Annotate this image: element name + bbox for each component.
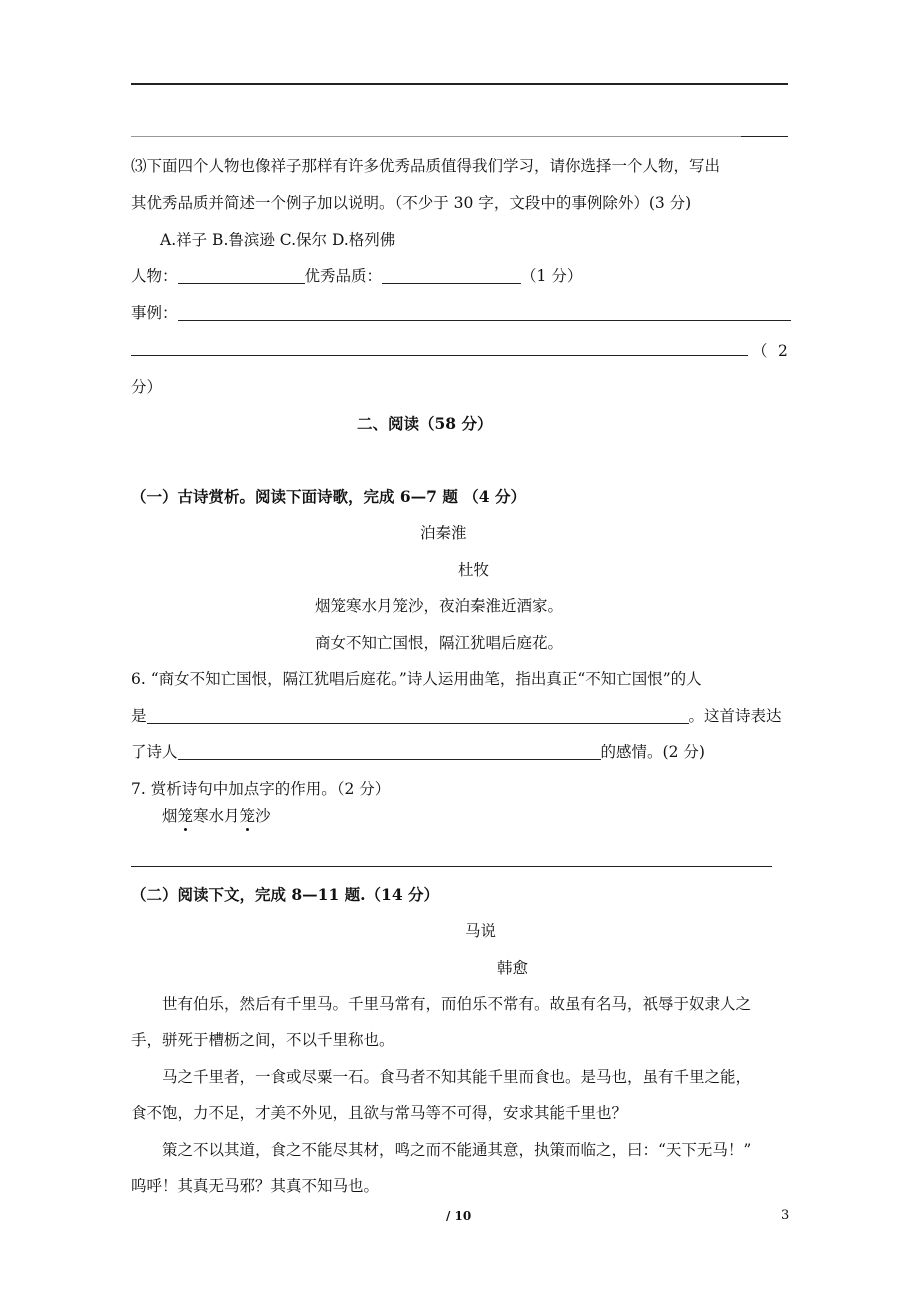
q6-line3 <box>131 742 705 762</box>
q7-dotted-char-1: 笼 <box>177 807 194 825</box>
poem-line-2: 商女不知亡国恨，隔江犹唱后庭花。 <box>315 634 564 652</box>
q7-dotted-char-2: 笼 <box>239 807 256 825</box>
q7-text-mid: 寒水月 <box>193 807 240 825</box>
part1-header: （一）古诗赏析。阅读下面诗歌，完成 6—7 题 （4 分） <box>131 487 526 506</box>
example-score-num: 2 <box>778 342 788 360</box>
q6-is: 是 <box>131 707 147 725</box>
example-blank-1[interactable] <box>178 304 791 321</box>
quality-blank[interactable] <box>382 267 521 284</box>
part2-header: （二）阅读下文，完成 8—11 题.（14 分） <box>131 885 440 904</box>
q7-answer-line[interactable] <box>131 866 772 867</box>
q6-line3-start: 了诗人 <box>131 743 178 761</box>
q7-char-sha: 沙 <box>255 807 271 825</box>
example-score-close: 分） <box>131 378 163 396</box>
top-rule <box>131 83 788 85</box>
q3-line1: ⑶下面四个人物也像祥子那样有许多优秀品质值得我们学习，请你选择一个人物，写出 <box>131 157 721 175</box>
quality-score: （1 分） <box>521 267 583 285</box>
person-blank[interactable] <box>178 267 305 284</box>
poem-title: 泊秦淮 <box>420 524 467 542</box>
quality-label: 优秀品质： <box>304 267 383 285</box>
q3-line2: 其优秀品质并简述一个例子加以说明。（不少于 30 字，文段中的事例除外）(3 分) <box>131 194 692 212</box>
q7-line <box>162 806 271 826</box>
essay-author: 韩愈 <box>497 959 529 977</box>
q6-after: 。这首诗表达 <box>688 707 782 725</box>
q6-line2 <box>131 706 782 726</box>
example-row <box>131 303 791 323</box>
q7-char-yan: 烟 <box>162 807 178 825</box>
q3-options: A.祥子 B.鲁滨逊 C.保尔 D.格列佛 <box>160 231 396 249</box>
page-total: / 10 <box>446 1209 472 1223</box>
section-title: 二、阅读（58 分） <box>357 414 493 433</box>
essay-title: 马说 <box>465 922 497 940</box>
q6-line1: 6. “商女不知亡国恨，隔江犹唱后庭花。”诗人运用曲笔，指出真正“不知亡国恨”的人 <box>131 670 702 688</box>
q6-line3-end: 的感情。(2 分) <box>600 743 705 761</box>
essay-p1-l2: 手，骈死于槽枥之间，不以千里称也。 <box>131 1031 395 1049</box>
person-row <box>131 266 582 286</box>
essay-p2-l2: 食不饱，力不足，才美不外见，且欲与常马等不可得，安求其能千里也？ <box>131 1104 628 1122</box>
poem-line-1: 烟笼寒水月笼沙，夜泊秦淮近酒家。 <box>315 597 564 615</box>
page-number: 3 <box>781 1208 790 1223</box>
q6-blank-2[interactable] <box>178 743 601 760</box>
q6-blank-1[interactable] <box>147 707 689 724</box>
essay-p1-l1: 世有伯乐，然后有千里马。千里马常有，而伯乐不常有。故虽有名马，祇辱于奴隶人之 <box>162 995 752 1013</box>
example-label: 事例： <box>131 304 178 322</box>
essay-p3-l2: 呜呼！其真无马邪？其真不知马也。 <box>131 1177 380 1195</box>
q7-prompt: 7. 赏析诗句中加点字的作用。（2 分） <box>131 780 391 798</box>
person-label: 人物： <box>131 267 178 285</box>
answer-rule-end <box>741 136 788 137</box>
essay-p3-l1: 策之不以其道，食之不能尽其材，鸣之而不能通其意，执策而临之，曰：“天下无马！” <box>162 1141 752 1159</box>
essay-p2-l1: 马之千里者，一食或尽粟一石。食马者不知其能千里而食也。是马也，虽有千里之能， <box>162 1068 752 1086</box>
example-blank-2[interactable] <box>131 355 748 356</box>
answer-rule <box>131 136 788 137</box>
poem-author: 杜牧 <box>458 561 490 579</box>
example-score-open: （ <box>752 342 768 360</box>
